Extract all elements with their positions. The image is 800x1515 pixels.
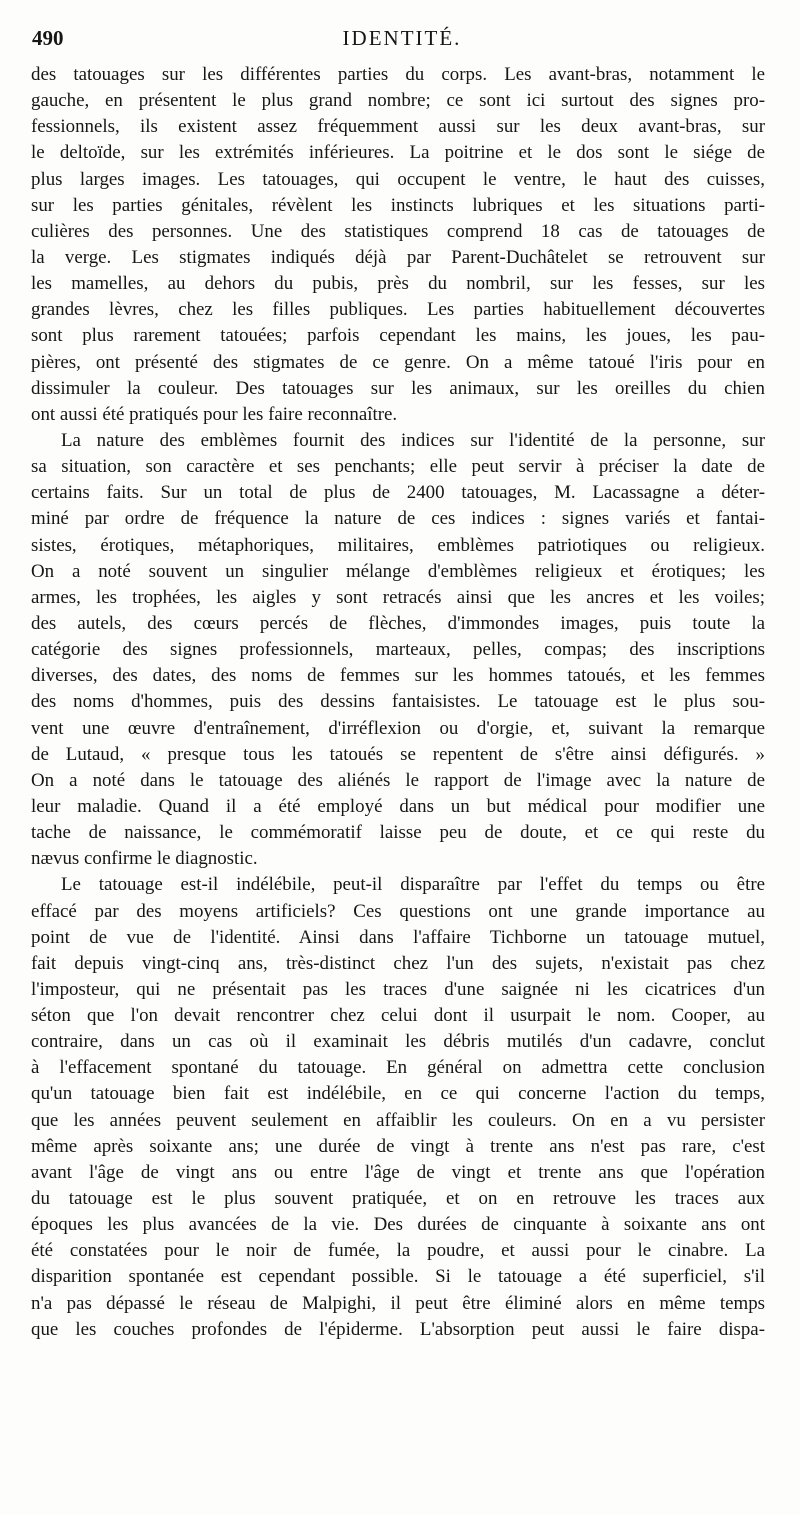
text-line: qu'un tatouage bien fait est indélébile, en ce qui concerne l'action du temps, [31,1083,765,1105]
text-line: fessionnels, ils existent assez fréquemment aussi sur les deux avant-bras, sur [31,116,765,138]
text-line: grandes lèvres, chez les filles publiques. Les parties habituellement découvertes [31,299,765,321]
text-line: sistes, érotiques, métaphoriques, militaires, emblèmes patriotiques ou religieux. [31,534,765,556]
text-line: époques les plus avancées de la vie. Des durées de cinquante à soixante ans ont [31,1214,765,1236]
text-line: effacé par des moyens artificiels? Ces questions ont une grande importance au [31,900,765,922]
text-line: des autels, des cœurs percés de flèches, d'immondes images, puis toute la [31,612,765,634]
text-line: leur maladie. Quand il a été employé dans un but médical pour modifier une [31,795,765,817]
text-line: dissimuler la couleur. Des tatouages sur les animaux, sur les oreilles du chien [31,377,765,399]
text-line: à l'effacement spontané du tatouage. En général on admettra cette conclusion [31,1057,765,1079]
text-line: plus larges images. Les tatouages, qui occupent le ventre, le haut des cuisses, [31,168,765,190]
text-line: des noms d'hommes, puis des dessins fantaisistes. Le tatouage est le plus sou- [31,691,765,713]
text-line: du tatouage est le plus souvent pratiquée, et on en retrouve les traces aux [31,1188,765,1210]
text-line: disparition spontanée est cependant possible. Si le tatouage a été superficiel, s'il [31,1266,765,1288]
text-line: catégorie des signes professionnels, marteaux, pelles, compas; des inscriptions [31,639,765,661]
text-line: l'imposteur, qui ne présentait pas les traces d'une saignée ni les cicatrices d'un [31,978,765,1000]
text-line: gauche, en présentent le plus grand nombre; ce sont ici surtout des signes pro- [31,90,765,112]
text-line: que les années peuvent seulement en affaiblir les couleurs. On en a vu persister [31,1109,765,1131]
running-title: IDENTITÉ. [342,26,462,50]
text-line: On a noté dans le tatouage des aliénés le rapport de l'image avec la nature de [31,769,765,791]
text-line: sur les parties génitales, révèlent les instincts lubriques et les situations parti- [31,194,765,216]
text-line: Le tatouage est-il indélébile, peut-il disparaître par l'effet du temps ou être [61,874,765,896]
text-line: On a noté souvent un singulier mélange d'emblèmes religieux et érotiques; les [31,560,765,582]
text-line: ont aussi été pratiqués pour les faire reconnaître. [31,403,398,425]
text-line: nævus confirme le diagnostic. [31,848,258,870]
text-line: point de vue de l'identité. Ainsi dans l'affaire Tichborne un tatouage mutuel, [31,926,765,948]
text-line: La nature des emblèmes fournit des indices sur l'identité de la personne, sur [61,429,765,451]
text-line: de Lutaud, « presque tous les tatoués se repentent de s'être ainsi défigurés. » [31,743,765,765]
text-line: même après soixante ans; une durée de vingt à trente ans n'est pas rare, c'est [31,1135,765,1157]
text-line: diverses, des dates, des noms de femmes sur les hommes tatoués, et les femmes [31,665,765,687]
text-line: des tatouages sur les différentes parties du corps. Les avant-bras, notamment le [31,64,765,85]
text-line: la verge. Les stigmates indiqués déjà par Parent-Duchâtelet se retrouvent sur [31,246,765,268]
text-line: avant l'âge de vingt ans ou entre l'âge de vingt et trente ans que l'opération [31,1161,765,1183]
text-line: vent une œuvre d'entraînement, d'irréflexion ou d'orgie, et, suivant la remarque [31,717,765,739]
text-line: les mamelles, au dehors du pubis, près du nombril, sur les fesses, sur les [31,273,765,295]
page-header [32,26,772,56]
text-line: que les couches profondes de l'épiderme. L'absorption peut aussi le faire dispa- [31,1318,765,1340]
text-line: culières des personnes. Une des statistiques comprend 18 cas de tatouages de [31,220,765,242]
text-line: armes, les trophées, les aigles y sont retracés ainsi que les ancres et les voiles; [31,586,765,608]
text-line: contraire, dans un cas où il examinait les débris mutilés d'un cadavre, conclut [31,1031,765,1053]
text-line: sa situation, son caractère et ses penchants; elle peut servir à préciser la date de [31,456,765,478]
text-line: certains faits. Sur un total de plus de 2400 tatouages, M. Lacassagne a déter- [31,482,765,504]
text-line: pières, ont présenté des stigmates de ce genre. On a même tatoué l'iris pour en [31,351,765,373]
text-line: séton que l'on devait rencontrer chez celui dont il usurpait le nom. Cooper, au [31,1005,765,1027]
text-line: fait depuis vingt-cinq ans, très-distinct chez l'un des sujets, n'existait pas chez [31,952,765,974]
page-number: 490 [32,26,64,50]
text-line: le deltoïde, sur les extrémités inférieures. La poitrine et le dos sont le siége de [31,142,765,164]
text-line: sont plus rarement tatouées; parfois cependant les mains, les joues, les pau- [31,325,765,347]
text-line: tache de naissance, le commémoratif laisse peu de doute, et ce qui reste du [31,822,765,844]
text-line: n'a pas dépassé le réseau de Malpighi, il peut être éliminé alors en même temps [31,1292,765,1314]
text-line: miné par ordre de fréquence la nature de ces indices : signes variés et fantai- [31,508,765,530]
text-line: été constatées pour le noir de fumée, la poudre, et aussi pour le cinabre. La [31,1240,765,1262]
body-text [31,62,765,1343]
